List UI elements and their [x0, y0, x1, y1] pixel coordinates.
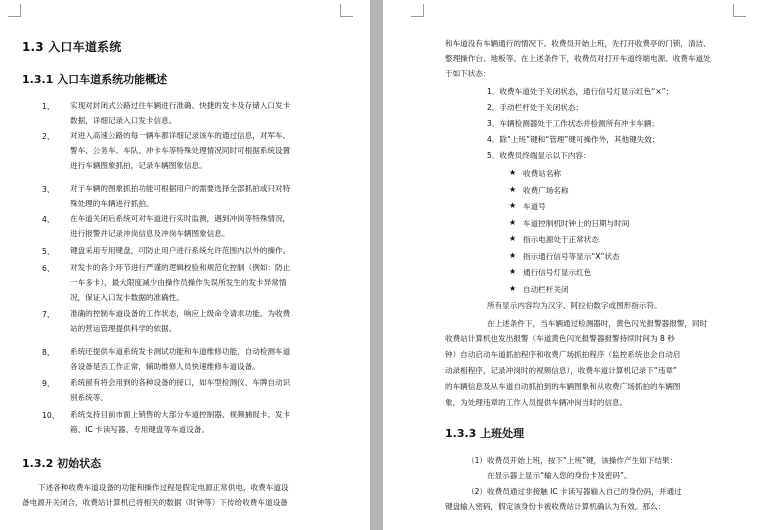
left-page — [0, 0, 370, 530]
list-item-text: 系统还提供车道系统发卡测试功能和车道维修功能，自动检测车道 — [70, 347, 291, 356]
display-item: 通行信号灯显示红色 — [523, 268, 592, 277]
star-bullet-icon: ★ — [509, 267, 517, 276]
list-item-number: 6、 — [42, 264, 55, 273]
list-item-text: 准确的控制车道设备的工作状态，响应上级命令请求功能。为收费 — [70, 309, 291, 318]
list-item-text: 系统留有将会用到的各种设备的接口，如车型检测仪、车牌自动识 — [70, 378, 291, 387]
paragraph-line: 备电源开关闭合，收费站计算机已将相关的数据（时钟等）下传给收费车道设备 — [22, 498, 288, 507]
list-item-text: 进行车辆图象抓拍，记录车辆图象信息。 — [70, 161, 207, 170]
list-item-text: 殊处理的车辆进行抓拍。 — [70, 199, 154, 208]
paragraph-line: 动录相程序，记录冲岗时的视频信息），收费车道计算机记录下“违章” — [445, 366, 677, 375]
display-item: 指示通行信号等显示“Ⅹ”状态 — [523, 251, 620, 261]
list-item-number: 8、 — [42, 348, 55, 357]
list-item-text: 系统支持目前市面上销售的大部分车道控制器、视频捕捉卡、发卡 — [70, 410, 291, 419]
list-item-number: 9、 — [42, 379, 55, 388]
list-item-text: 各设备是否工作正常，辅助维修人员快速维修车道设备。 — [70, 362, 260, 371]
work-line: 在显示器上显示“输入您的身份卡及密码”。 — [487, 471, 632, 480]
list-item-text: 实现对封闭式公路过往车辆进行准确、快捷的发卡及存储入口发卡 — [70, 101, 291, 110]
work-line: 键盘输入密码，假定该身份卡被收费站计算机确认为有效。那么： — [445, 502, 666, 511]
page-gutter — [370, 0, 383, 530]
star-bullet-icon: ★ — [509, 234, 517, 243]
state-line: 5．收费员终端显示以下内容： — [487, 151, 591, 160]
list-item-number: 7、 — [42, 310, 55, 319]
display-item: 自动栏杆关闭 — [523, 284, 569, 294]
display-item: 收费广场名称 — [523, 185, 569, 195]
display-item: 收费站名称 — [523, 169, 561, 178]
right-page — [383, 0, 760, 530]
list-item-text: 对发卡的各个环节进行严谨的逻辑校验和规范化控制（例如：防止 — [70, 263, 291, 272]
list-item-text: 数据，详细记录入口发卡信息。 — [70, 116, 177, 125]
list-item-text: 一车多卡），最大限度减少由操作员操作失误所发生的发卡异常情 — [70, 278, 287, 287]
paragraph-line: 于如下状态： — [445, 69, 491, 78]
heading-1-3: 1.3 入口车道系统 — [22, 40, 122, 54]
note-line: 所有显示内容均为汉字、阿拉伯数字或图形指示符。 — [487, 301, 662, 310]
paragraph-line: 象，为处理违章的工作人员提供车辆冲岗当时的信息。 — [445, 398, 628, 407]
heading-1-3-1: 1.3.1 入口车道系统功能概述 — [22, 73, 168, 86]
state-line: 2．手动栏杆处于关闭状态； — [487, 103, 583, 112]
list-item-number: 1、 — [42, 102, 55, 111]
list-item-text: 进行报警并记录冲岗信息及冲岗车辆图象信息。 — [70, 229, 230, 238]
list-item-text: 站的营运管理提供科学的依据。 — [70, 324, 177, 333]
list-item-text: 警车、公务车、车队、冲卡车等特殊处理情况同时可根据系统设置 — [70, 146, 291, 155]
display-item: 车道号 — [523, 202, 546, 211]
work-line: （1）收费员开始上班，按下“上班”键，该操作产生如下结果： — [467, 456, 678, 465]
crop-mark — [340, 4, 353, 17]
list-item-number: 5、 — [42, 247, 55, 256]
display-item: 车道控制机时钟上的日期与时间 — [523, 218, 630, 228]
list-item-number: 4、 — [42, 215, 55, 224]
paragraph-line: 的车辆信息及从车道自动抓拍到的车辆图象和从收费广场抓拍的车辆图 — [445, 382, 681, 391]
display-item: 指示电源处于正常状态 — [523, 235, 599, 244]
crop-mark — [733, 4, 746, 17]
star-bullet-icon: ★ — [509, 201, 517, 210]
star-bullet-icon: ★ — [509, 184, 517, 194]
heading-1-3-2: 1.3.2 初始状态 — [22, 457, 102, 470]
list-item-number: 3、 — [42, 185, 55, 194]
state-line: 3．车辆检测器处于工作状态并检测所有冲卡车辆； — [487, 119, 659, 128]
star-bullet-icon: ★ — [509, 250, 517, 260]
star-bullet-icon: ★ — [509, 283, 517, 293]
state-line: 1．收费车道处于关闭状态，通行信号灯显示红色“×”； — [487, 87, 674, 96]
list-item-text: 别系统等。 — [70, 393, 108, 402]
list-item-number: 10、 — [42, 411, 60, 420]
list-item-text: 键盘采用专用键盘，可防止用户进行系统允许范围内以外的操作。 — [70, 246, 291, 255]
list-item-text: 箱、IC 卡读写器、专用键盘等车道设备。 — [70, 425, 210, 434]
paragraph-line: 和车道没有车辆通行的情况下。收费员开始上班，先打开收费亭的门锁，清洁、 — [445, 39, 711, 48]
paragraph-line: 下述各种收费车道设备的功能和操作过程是假定电源正常供电，收费车道设 — [38, 483, 289, 492]
list-item-text: 在车道关闭后系统可对车道进行实时监测，遇到冲岗等特殊情况， — [70, 214, 291, 223]
list-item-number: 2、 — [42, 132, 55, 141]
paragraph-line: 收费站计算机也发出报警（车道黄色闪光报警器报警持续时间为 8 秒 — [445, 334, 675, 343]
paragraph-line: 在上述条件下，当车辆通过检测器时，黄色闪光报警器报警，同时 — [487, 319, 708, 328]
crop-mark — [411, 4, 424, 17]
crop-mark — [8, 4, 21, 17]
state-line: 4．除“上班”键和“管理”键可操作外，其他键失效； — [487, 135, 660, 144]
heading-1-3-3: 1.3.3 上班处理 — [445, 427, 525, 440]
list-item-text: 对于车辆的图象抓拍功能可根据用户的需要选择全部抓拍或只对特 — [70, 184, 291, 193]
paragraph-line: 钟）自动启动车道抓拍程序和收费广场抓拍程序（监控系统也会自动启 — [445, 350, 681, 359]
work-line: （2）收费员通过非接触 IC 卡读写器输入自己的身份码，并通过 — [467, 487, 682, 496]
paragraph-line: 整理操作台、地板等。在上述条件下，收费员对打开车道终端电源、收费车道处 — [445, 54, 711, 63]
list-item-text: 对进入高速公路的每一辆车都详细记录该车的通过信息，对军车、 — [70, 131, 291, 140]
star-bullet-icon: ★ — [509, 217, 517, 227]
list-item-text: 况，保证入口发卡数据的准确性。 — [70, 293, 184, 302]
star-bullet-icon: ★ — [509, 168, 517, 177]
